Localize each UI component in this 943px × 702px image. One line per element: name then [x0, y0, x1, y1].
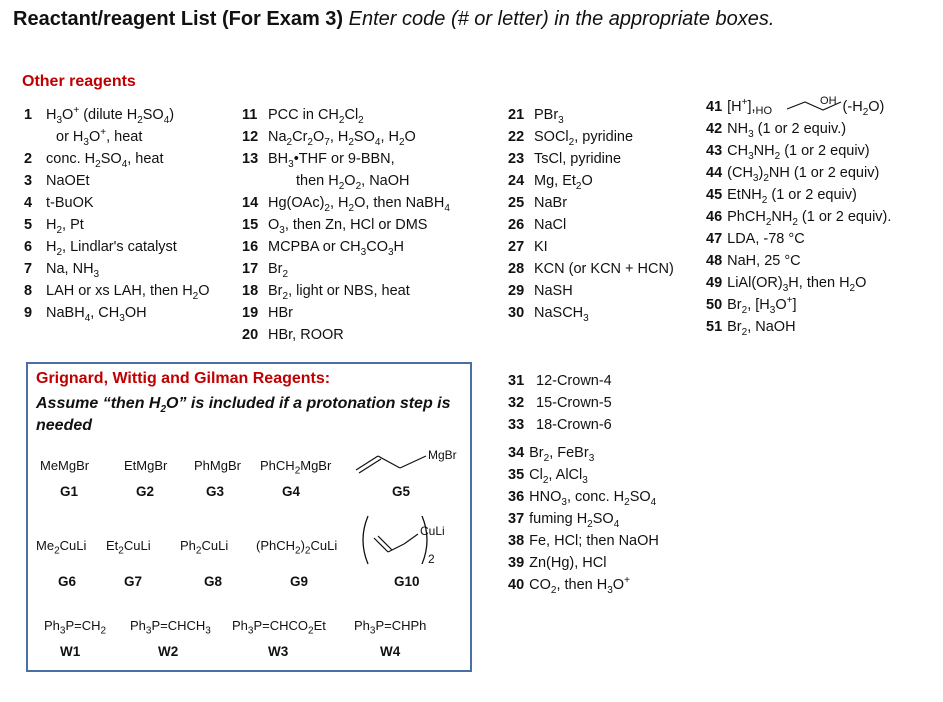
item-text: $O_3$, then Zn, HCl or DMS: [268, 217, 428, 236]
list-item: [24, 126, 210, 148]
reagent-code: G6: [58, 574, 77, 589]
reagent-label: PhCH$_2$MgBr: [260, 458, 332, 477]
list-item: [706, 206, 891, 228]
list-item: [24, 236, 210, 258]
item-text: 18-Crown-6: [536, 417, 612, 433]
item-text: LDA, -78 °C: [727, 231, 805, 247]
item-text: LAH or xs LAH, then $H_2O$: [46, 283, 210, 302]
item-number: 18: [242, 283, 259, 299]
item-text: NaOEt: [46, 173, 90, 189]
item-number: 8: [24, 283, 33, 299]
item-number: 25: [508, 195, 525, 211]
reagent-code: G2: [136, 484, 155, 499]
item-text: $H_3O^+$ (dilute $H_2SO_4$): [46, 105, 175, 126]
reagent-column-3: [508, 104, 674, 324]
list-item: [508, 258, 674, 280]
item-text: $BH_3•THF$ or 9-BBN,: [268, 151, 395, 170]
reagent-code: G10: [394, 574, 420, 589]
item-text: HBr: [268, 305, 293, 321]
item-text: $(CH_3)_2NH$ (1 or 2 equiv): [727, 165, 880, 184]
item-number: 43: [706, 143, 723, 159]
list-item: [242, 192, 450, 214]
list-item: [508, 486, 659, 508]
item-number: 37: [508, 511, 525, 527]
item-number: 40: [508, 577, 525, 593]
item-text: $Cl_2$, AlCl$_3$: [529, 467, 588, 486]
list-item: [508, 236, 674, 258]
item-text: TsCl, pyridine: [534, 151, 622, 167]
title-bold: Reactant/reagent List (For Exam 3): [13, 8, 344, 30]
crown-ether-list: [508, 370, 612, 436]
list-item: [508, 302, 674, 324]
item-text: Zn(Hg), HCl: [529, 555, 607, 571]
reagent-column-2: [242, 104, 450, 346]
list-item: [242, 104, 450, 126]
reagent-code: W2: [158, 644, 179, 659]
page-title: [13, 8, 774, 31]
item-number: 17: [242, 261, 259, 277]
list-item: [24, 148, 210, 170]
item-text: fuming $H_2SO_4$: [529, 511, 620, 530]
item-text: [H+],: [727, 97, 756, 115]
reagent-label: $(PhCH_2)_2CuLi$: [256, 538, 338, 557]
item-number: 45: [706, 187, 723, 203]
item-text: $CH_3NH_2$ (1 or 2 equiv): [727, 143, 870, 162]
list-item: [706, 228, 891, 250]
list-item: [508, 214, 674, 236]
item-number: 38: [508, 533, 525, 549]
item-text: Fe, HCl; then NaOH: [529, 533, 659, 549]
list-item: [242, 324, 450, 346]
list-item: [242, 258, 450, 280]
list-item: [242, 126, 450, 148]
item-number: 46: [706, 209, 723, 225]
item-text: $Hg(OAc)_2$, $H_2O$, then NaBH$_4$: [268, 195, 450, 214]
list-item: [24, 170, 210, 192]
list-item: [242, 148, 450, 170]
grignard-wittig-gilman-box: [26, 362, 472, 672]
item-number: 7: [24, 261, 33, 277]
list-item: [508, 148, 674, 170]
item-number: 47: [706, 231, 723, 247]
item-text: Na, $NH_3$: [46, 261, 100, 280]
item-text: NaCl: [534, 217, 567, 233]
list-item: [706, 250, 891, 272]
item-number: 51: [706, 319, 723, 335]
item-text: Mg, $Et_2O$: [534, 173, 593, 192]
reagent-code: G4: [282, 484, 301, 499]
item-number: 24: [508, 173, 525, 189]
list-item: [706, 184, 891, 206]
reagent-label: EtMgBr: [124, 458, 168, 473]
item-number: 12: [242, 129, 259, 145]
item-number: 21: [508, 107, 525, 123]
reagent-code: G1: [60, 484, 79, 499]
item-number: 4: [24, 195, 33, 211]
item-number: 2: [24, 151, 33, 167]
item-text: KCN (or KCN + HCN): [534, 261, 674, 277]
list-item: [508, 280, 674, 302]
item-text: $CO_2$, then $H_3O^+$: [529, 575, 630, 596]
reagent-label: $Ph_2CuLi$: [180, 538, 229, 557]
reagent-label: $Et_2CuLi$: [106, 538, 151, 557]
list-item: [508, 170, 674, 192]
reagent-code: W4: [380, 644, 401, 659]
item-text: NaSCH$_3$: [534, 305, 589, 324]
item-text: $Br_2$, NaOH: [727, 319, 796, 338]
list-item: [508, 192, 674, 214]
item-number: 3: [24, 173, 33, 189]
list-item: [508, 392, 612, 414]
list-item: [508, 442, 659, 464]
reagent-label: $Ph_3P=CHCO_2Et$: [232, 618, 326, 637]
reagent-code: W1: [60, 644, 81, 659]
item-number: 5: [24, 217, 33, 233]
item-number: 6: [24, 239, 33, 255]
item-number: 49: [706, 275, 723, 291]
title-italic: Enter code (# or letter) in the appropriate boxes.: [348, 8, 775, 30]
reagent-code: G3: [206, 484, 225, 499]
item-number: 29: [508, 283, 525, 299]
item-number: 31: [508, 373, 525, 389]
item-number: 35: [508, 467, 525, 483]
item-number: 28: [508, 261, 525, 277]
item-text: $LiAl(OR)_3H$, then $H_2O$: [727, 275, 867, 294]
item-text: KI: [534, 239, 548, 255]
item-text: $Br_2$, light or NBS, heat: [268, 283, 410, 302]
list-item: [706, 140, 891, 162]
list-item: [706, 316, 891, 338]
item-text: $HNO_3$, conc. $H_2SO_4$: [529, 489, 657, 508]
list-item: [508, 574, 659, 596]
item-text: $H_2$, Lindlar's catalyst: [46, 239, 177, 258]
item-number: 23: [508, 151, 525, 167]
reagent-label: $Ph_3P=CHPh$: [354, 618, 427, 637]
item-text: conc. $H_2SO_4$, heat: [46, 151, 164, 170]
item-number: 15: [242, 217, 259, 233]
item-number: 19: [242, 305, 259, 321]
item-text: NaBr: [534, 195, 568, 211]
box-note: Assume “then $H_2O$” is included if a protonation step is needed: [36, 395, 451, 434]
item-text: $NH_3$ (1 or 2 equiv.): [727, 121, 847, 140]
item-number: 13: [242, 151, 259, 167]
reagent-label: MeMgBr: [40, 458, 90, 473]
diallyl-cuprate-structure-icon: [358, 512, 438, 568]
item-number: [24, 126, 46, 148]
item-number: 9: [24, 305, 33, 321]
list-item: [508, 464, 659, 486]
list-item: [508, 414, 612, 436]
list-item: [508, 530, 659, 552]
list-item: [508, 126, 674, 148]
item-text: HBr, ROOR: [268, 327, 344, 343]
item-number: 20: [242, 327, 259, 343]
list-item: [242, 170, 450, 192]
item-number: 42: [706, 121, 723, 137]
item-number: 30: [508, 305, 525, 321]
list-item: [508, 104, 674, 126]
list-item: [706, 162, 891, 184]
item-number: 11: [242, 107, 258, 123]
item-number: 22: [508, 129, 525, 145]
ethylene-glycol-structure-icon: [785, 96, 845, 116]
reagent-label: $Ph_3P=CHCH_3$: [130, 618, 211, 637]
list-item: [24, 214, 210, 236]
list-item: [242, 236, 450, 258]
other-reagents-heading: Other reagents: [22, 73, 136, 90]
diol-ho: HO: [755, 105, 773, 117]
item-text: PCC in $CH_2Cl_2$: [268, 107, 364, 126]
item-number: 27: [508, 239, 525, 255]
item-text: then $H_2O_2$, NaOH: [296, 173, 410, 192]
list-item: [508, 508, 659, 530]
item-number: 26: [508, 217, 525, 233]
reagent-label: PhMgBr: [194, 458, 241, 473]
reagent-column-4: [706, 96, 891, 338]
item-number: 33: [508, 417, 525, 433]
item-text: $PhCH_2NH_2$ (1 or 2 equiv).: [727, 209, 892, 228]
item-text: SOCl$_2$, pyridine: [534, 129, 634, 148]
diol-suffix: $(-H_2O)$: [842, 99, 885, 118]
reagent-label: CuLi: [420, 524, 445, 538]
item-text: $Br_2$, FeBr$_3$: [529, 445, 595, 464]
item-number: 50: [706, 297, 723, 313]
list-item: [24, 258, 210, 280]
item-text: NaBH$_4$, $CH_3OH$: [46, 305, 147, 324]
allyl-structure-icon: [354, 444, 434, 474]
cuprate-subscript: 2: [428, 552, 435, 566]
item-number: 16: [242, 239, 259, 255]
list-item: [706, 118, 891, 140]
item-number: [242, 170, 268, 192]
reagent-code: G5: [392, 484, 411, 499]
item-text: PBr$_3$: [534, 107, 564, 126]
reagent-code: G8: [204, 574, 223, 589]
item-text: EtNH$_2$ (1 or 2 equiv): [727, 187, 857, 206]
reagent-column-1: [24, 104, 210, 324]
item-text: $Br_2$: [268, 261, 289, 280]
item-number: 32: [508, 395, 525, 411]
list-item: [706, 294, 891, 316]
item-text: 12-Crown-4: [536, 373, 612, 389]
list-item: [242, 280, 450, 302]
item-text: $H_2$, Pt: [46, 217, 84, 236]
item-text: 15-Crown-5: [536, 395, 612, 411]
item-text: t-BuOK: [46, 195, 94, 211]
list-item: [508, 552, 659, 574]
reagent-label: $Me_2CuLi$: [36, 538, 87, 557]
item-number: 41: [706, 99, 723, 115]
list-item: [24, 104, 210, 126]
item-text: $Br_2$, $[H_3O^+]$: [727, 295, 797, 316]
item-text: NaH, 25 °C: [727, 253, 801, 269]
item-text: NaSH: [534, 283, 573, 299]
reagent-label: $Ph_3P=CH_2$: [44, 618, 107, 637]
item-text: MCPBA or $CH_3CO_3H$: [268, 239, 405, 258]
list-item: [508, 370, 612, 392]
item-number: 34: [508, 445, 525, 461]
item-text: or $H_3O^+$, heat: [56, 127, 143, 148]
item-number: 39: [508, 555, 525, 571]
diol-oh: OH: [820, 95, 837, 107]
item-number: 44: [706, 165, 723, 181]
item-number: 1: [24, 107, 33, 123]
reagent-label: MgBr: [428, 448, 457, 462]
box-title: Grignard, Wittig and Gilman Reagents:: [36, 370, 331, 387]
reagent-code: G7: [124, 574, 143, 589]
aromatic-reagent-list: [508, 442, 659, 596]
list-item: [242, 214, 450, 236]
item-number: 14: [242, 195, 259, 211]
list-item: [24, 192, 210, 214]
list-item: [242, 302, 450, 324]
list-item: [24, 302, 210, 324]
list-item: [706, 272, 891, 294]
item-number: 48: [706, 253, 723, 269]
item-number: 36: [508, 489, 525, 505]
list-item: [24, 280, 210, 302]
reagent-code: W3: [268, 644, 289, 659]
reagent-code: G9: [290, 574, 309, 589]
item-text: $Na_2Cr_2O_7$, $H_2SO_4$, $H_2O$: [268, 129, 416, 148]
